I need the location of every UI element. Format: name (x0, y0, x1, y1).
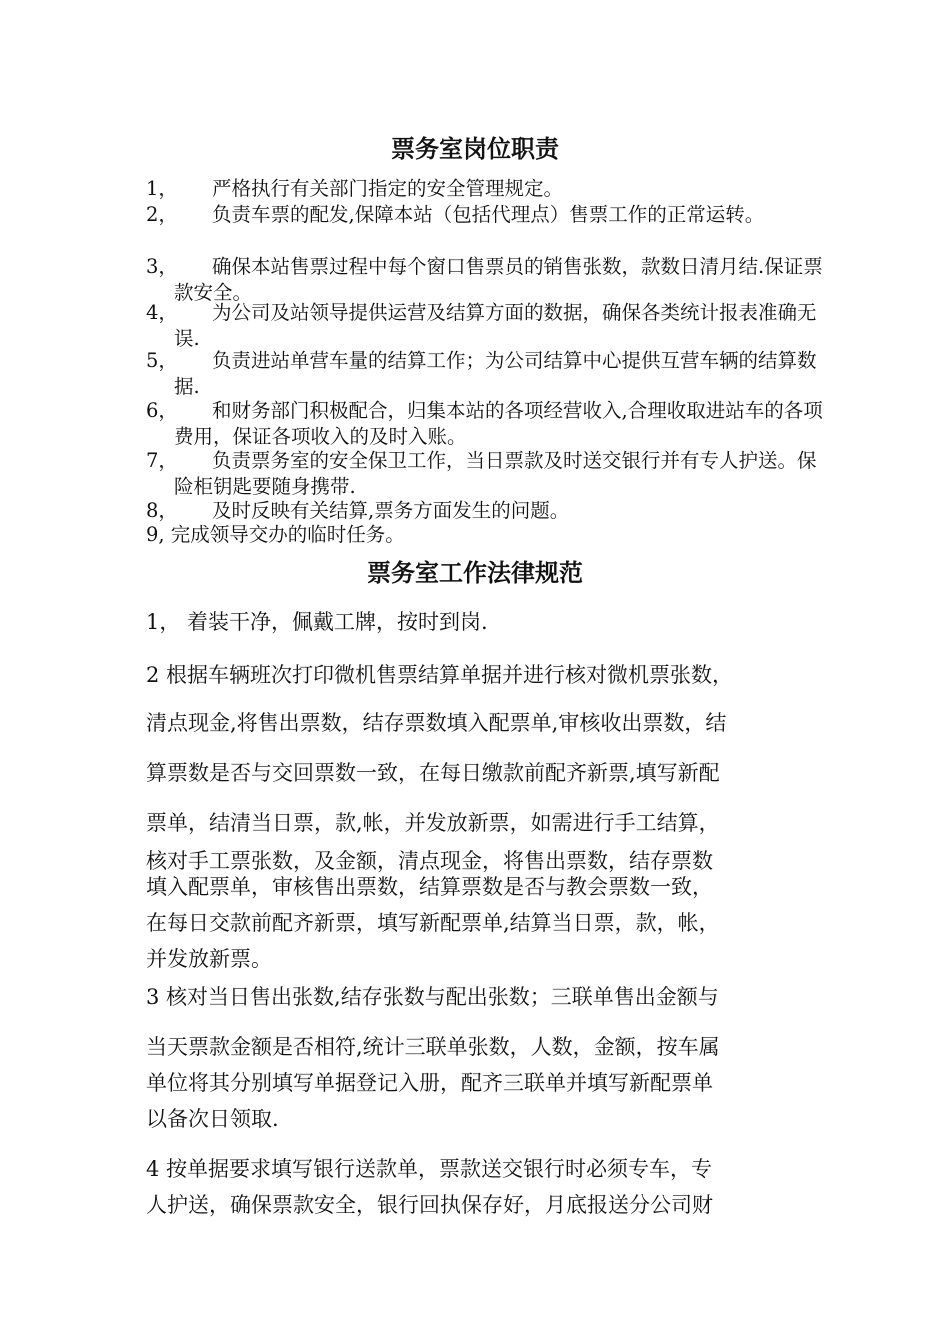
duty-item-text: 为公司及站领导提供运营及结算方面的数据，确保各类统计报表准确无误. (174, 301, 817, 350)
duty-item-number: 6， (146, 399, 178, 422)
duty-item-number: 1， (146, 177, 178, 200)
duty-item-number: 2， (146, 203, 178, 226)
duty-item-text: 及时反映有关结算,票务方面发生的问题。 (212, 499, 570, 522)
section1-title: 票务室岗位职责 (391, 134, 559, 163)
rule-line: 当天票款金额是否相符,统计三联单张数，人数，金额，按车属 (146, 1035, 720, 1059)
duty-item-text: 严格执行有关部门指定的安全管理规定。 (212, 177, 564, 200)
duty-item-number: 3， (146, 255, 178, 278)
duty-item-4 (146, 300, 826, 352)
duty-item-number: 8， (146, 499, 178, 522)
duty-item-text: 9, 完成领导交办的临时任务。 (146, 523, 405, 546)
rule-line: 2 根据车辆班次打印微机售票结算单据并进行核对微机票张数， (146, 663, 734, 687)
rule-line: 票单，结清当日票，款,帐，并发放新票，如需进行手工结算， (146, 811, 720, 835)
duty-item-6 (146, 398, 826, 450)
rule-line: 在每日交款前配齐新票，填写新配票单,结算当日票，款，帐， (146, 911, 720, 935)
duty-item-5 (146, 348, 826, 400)
duty-item-1 (146, 176, 826, 202)
rule-line: 并发放新票。 (146, 947, 272, 971)
duty-item-number: 5， (146, 349, 178, 372)
duty-item-text: 负责进站单营车量的结算工作；为公司结算中心提供互营车辆的结算数据. (174, 349, 817, 398)
duty-item-text: 负责车票的配发,保障本站（包括代理点）售票工作的正常运转。 (212, 203, 765, 226)
duty-item-9 (146, 522, 826, 548)
rule-line: 核对手工票张数，及金额，清点现金，将售出票数，结存票数 (146, 849, 713, 873)
duty-item-text: 和财务部门积极配合，归集本站的各项经营收入,合理收取进站车的各项费用，保证各项收入的及时入账。 (174, 399, 823, 448)
duty-item-text: 负责票务室的安全保卫工作，当日票款及时送交银行并有专人护送。保险柜钥匙要随身携带. (174, 449, 817, 498)
rule-line: 4 按单据要求填写银行送款单，票款送交银行时必须专车，专 (146, 1157, 713, 1181)
duty-item-7 (146, 448, 826, 500)
rule-line: 1， 着装干净，佩戴工牌，按时到岗. (146, 610, 488, 634)
duty-item-number: 4， (146, 301, 178, 324)
rule-line: 清点现金,将售出票数，结存票数填入配票单,审核收出票数，结 (146, 711, 727, 735)
section2-title: 票务室工作法律规范 (367, 558, 583, 587)
rule-line: 以备次日领取. (146, 1107, 279, 1131)
duty-item-number: 7， (146, 449, 178, 472)
rule-line: 填入配票单，审核售出票数，结算票数是否与教会票数一致， (146, 875, 713, 899)
duty-item-text: 确保本站售票过程中每个窗口售票员的销售张数，款数日清月结.保证票款安全。 (174, 255, 823, 304)
duty-item-2 (146, 202, 826, 228)
rule-line: 3 核对当日售出张数,结存张数与配出张数；三联单售出金额与 (146, 985, 719, 1009)
duty-item-3 (146, 254, 826, 306)
rule-line: 单位将其分别填写单据登记入册，配齐三联单并填写新配票单 (146, 1071, 713, 1095)
rule-line: 算票数是否与交回票数一致，在每日缴款前配齐新票,填写新配 (146, 761, 720, 785)
rule-line: 人护送，确保票款安全，银行回执保存好，月底报送分公司财 (146, 1193, 713, 1217)
duty-item-8 (146, 498, 826, 524)
